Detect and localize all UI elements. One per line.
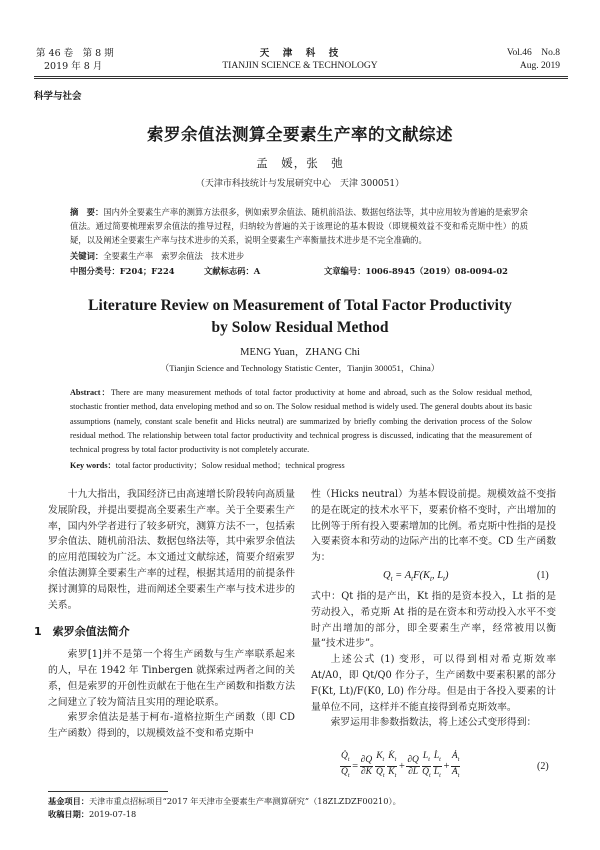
- date-en: Aug. 2019: [519, 61, 560, 71]
- keywords-cn-label: 关键词：: [70, 251, 104, 261]
- keywords-cn: [70, 249, 528, 263]
- equation-1: $Q_t = A_tF(K_t$, $L_t$): [383, 570, 449, 584]
- abstract-cn-text: 国内外全要素生产率的测算方法很多，例如索罗余值法、随机前沿法、数据包络法等，其中应用较为普遍的是索罗余值法。通过简要梳理索罗余值法的推导过程，归纳较为普遍的关于该理论的基本假设（即规模效益不变和希克斯中性）的质疑，以及阐述全要素生产率与技术进步的关系，说明全要素生产率衡量技术进步是不完全准确的。: [70, 207, 528, 245]
- received-label: 收稿日期：: [48, 809, 89, 819]
- header-rule-double: [34, 78, 568, 79]
- abstract-en-text: There are many measurement methods of total factor productivity at home and abroad, such as the Solow residual method, stochastic frontier method, data enveloping method and so on. The Solow residual method is widely used. The general doubts about its basic assumptions (namely, constant scale benefit and Hicks neutral) are summarized by briefly combing the derivation process of the Solow residual method. The relationship between total factor productivity and technical progress is discussed, indicating that the measurement of technical progress by total factor productivity is not completely accurate.: [70, 388, 532, 455]
- fund-label: 基金项目：: [48, 796, 89, 806]
- equation-2-number: (2): [537, 761, 549, 772]
- classification-line: [70, 264, 540, 278]
- authors-cn: 孟 媛，张 弛: [256, 156, 344, 170]
- affiliation-en: （Tianjin Science and Technology Statistic Center，Tianjin 300051，China）: [160, 363, 440, 373]
- fund-text: 天津市重点招标项目“2017 年天津市全要素生产率测算研究”（18ZLZDZF00210）。: [88, 796, 401, 806]
- section-1-paragraph-2: 索罗余值法是基于柯布-道格拉斯生产函数（即 CD 生产函数）得到的，以规模效益不变和希克斯中: [48, 712, 295, 740]
- journal-name-cn: 天 津 科 技: [259, 48, 341, 59]
- document-code: 文献标志码：A: [204, 266, 261, 276]
- body-right-column: [311, 487, 556, 566]
- section-1-paragraph-1: 索罗[1]并不是第一个将生产函数与生产率联系起来的人，早在 1942 年 Tinbergen 就探索过两者之间的关系，但是索罗的开创性贡献在于他在生产函数和指数方法之间建立了较为简洁且实用的理论联系。: [48, 649, 295, 708]
- variables-paragraph: 式中：Qt 指的是产出，Kt 指的是资本投入，Lt 指的是劳动投入，希克斯 At 指的是在资本和劳动投入水平不变时产出增加的部分，即全要素生产率，经常被用以衡量“技术进步”。: [311, 591, 556, 650]
- section-1-heading: 1 索罗余值法简介: [34, 625, 130, 639]
- body-left-column: [34, 487, 295, 742]
- keywords-en: [70, 459, 532, 473]
- abstract-cn: [70, 205, 528, 247]
- keywords-en-text: total factor productivity；Solow residual method；technical progress: [115, 461, 345, 470]
- classification-number: 中图分类号：F204；F224: [70, 266, 175, 276]
- paper-title-en-line2: by Solow Residual Method: [211, 319, 389, 336]
- equation-2: $\frac{Q̇_t}{Q_t}$ = $\frac{\partial Q}{\partial K}$ $\frac{K_t}{Q_t}$ $\frac{K̇_t}{K_t}$ + $\frac{\partial Q}{\partial L}$ $\frac{L_t}{Q_t}$ $\frac{L̇_t}{L_t}$ + $\frac{Ȧ_t}{A_t}$: [341, 751, 460, 779]
- volume-number-en: Vol.46 No.8: [506, 48, 560, 58]
- solow-index-paragraph: 索罗运用非参数指数法，将上述公式变形得到：: [330, 717, 537, 729]
- paper-title-cn: 索罗余值法测算全要素生产率的文献综述: [147, 125, 453, 144]
- paper-title-en-line1: Literature Review on Measurement of Total Factor Productivity: [88, 297, 512, 314]
- header-right: [507, 47, 560, 73]
- abstract-en-label: Abstract：: [70, 388, 111, 397]
- footnotes: [48, 795, 568, 821]
- equation-1-number: (1): [537, 570, 549, 581]
- header-rule: [34, 76, 568, 77]
- intro-paragraph: 十九大指出，我国经济已由高速增长阶段转向高质量发展阶段，并提出要提高全要素生产率。关于全要素生产率，国内外学者进行了较多研究，测算方法不一，包括索罗余值法、随机前沿法、数据包络法等，其中索罗余值法的应用范围较为广泛。本文通过文献综述，简要介绍索罗余值法测算全要素生产率的过程，根据其适用的前提条件探讨测算的局限性，进而阐述全要素生产率与技术进步的关系。: [48, 489, 295, 611]
- article-number: 文章编号：1006-8945（2019）08-0094-02: [324, 266, 508, 276]
- authors-en: MENG Yuan，ZHANG Chi: [240, 347, 360, 358]
- volume-issue: 第 46 卷 第 8 期: [36, 48, 114, 59]
- hicks-efficiency-paragraph: 上述公式 (1) 变形，可以得到相对希克斯效率 At/A0，即 Qt/Q0 作分子，生产函数中要素积累的部分 F(Kt, Lt)/F(K0, L0) 作分母。但是由于各投入要素的计量单位不同，这样并不能直接得到希克斯效率。: [311, 654, 556, 713]
- issue-date: 2019 年 8 月: [44, 61, 103, 72]
- section-label: 科学与社会: [34, 91, 82, 102]
- fund-note: [48, 795, 568, 808]
- received-date: 2019-07-18: [88, 809, 137, 819]
- keywords-en-label: Key words：: [70, 461, 116, 470]
- body-right-column-cont: [311, 589, 556, 731]
- abstract-en: [70, 386, 532, 457]
- keywords-cn-text: 全要素生产率 索罗余值法 技术进步: [103, 251, 245, 261]
- paper-title-en: [0, 295, 600, 339]
- received-date-note: [48, 808, 568, 821]
- assumption-paragraph: 性（Hicks neutral）为基本假设前提。规模效益不变指的是在既定的技术水平下，要素价格不变时，产出增加的比例等于所有投入要素增加的比例。希克斯中性指的是投入要素资本和劳动的边际产出的比率不变。CD 生产函数为：: [311, 489, 556, 564]
- footnote-rule: [48, 791, 168, 792]
- affiliation-cn: （天津市科技统计与发展研究中心 天津 300051）: [195, 179, 405, 189]
- abstract-cn-label: 摘 要：: [70, 207, 104, 217]
- journal-name-en: TIANJIN SCIENCE & TECHNOLOGY: [222, 61, 378, 71]
